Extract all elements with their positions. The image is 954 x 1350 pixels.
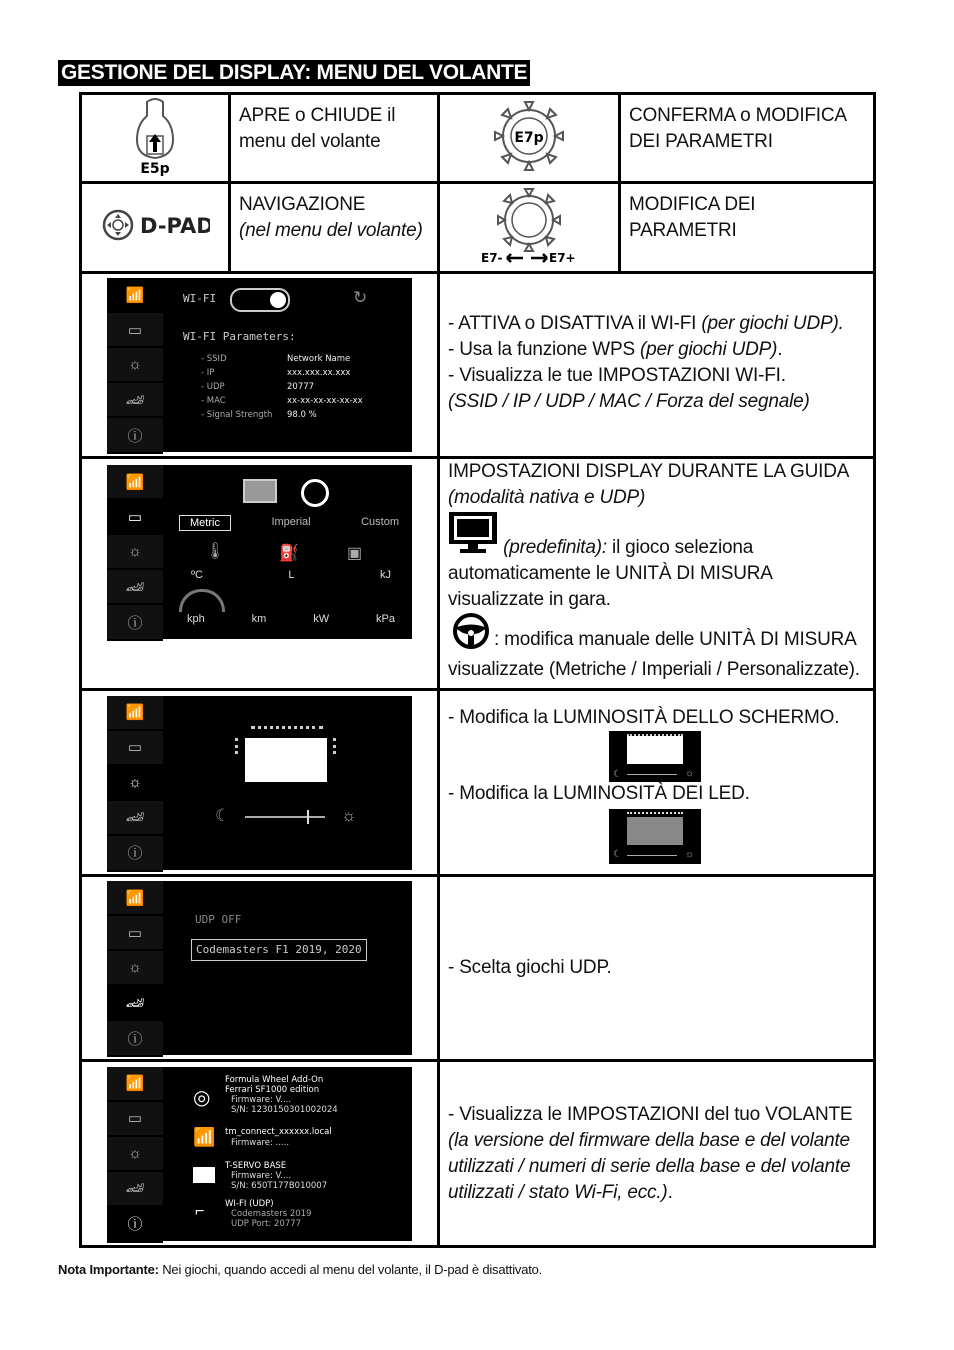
base-firmware: Firmware: V....	[231, 1170, 292, 1181]
udp-screen	[107, 881, 412, 1055]
info-icon: ⓘ	[107, 605, 163, 641]
unit-tab-custom[interactable]: Custom	[361, 516, 399, 528]
brightness-preview	[245, 738, 327, 782]
brightness-icon: ☼	[107, 951, 163, 986]
important-note	[58, 1262, 542, 1277]
led-strip	[251, 726, 323, 729]
fuel-icon: ⛽	[279, 545, 299, 562]
wifi-icon: 📶	[107, 278, 163, 313]
e5p-paddle-icon	[125, 96, 185, 176]
udp-info-game: Codemasters 2019	[231, 1208, 312, 1219]
udp-info-title: WI-FI (UDP)	[225, 1198, 274, 1209]
wifi-icon: 📶	[107, 465, 163, 500]
wifi-param-value: Network Name	[287, 354, 351, 364]
wifi-param-value: 20777	[287, 382, 315, 392]
wifi-param-key: - Signal Strength	[201, 410, 273, 420]
ruler-icon: ▭	[107, 1102, 163, 1137]
base-icon	[193, 1167, 215, 1183]
brightness-screen	[107, 696, 412, 870]
moon-icon: ☾	[215, 805, 231, 825]
wifi-icon: 📶	[107, 696, 163, 731]
brightness-icon: ☼	[107, 1137, 163, 1172]
units-default-text: il gioco seleziona automaticamente le UNITÀ DI MISURA visualizzate in gara.	[448, 537, 772, 610]
car-icon: 🏎	[107, 383, 163, 418]
ruler-icon: ▭	[107, 313, 163, 348]
wifi-line-2-end: .	[777, 339, 783, 360]
wifi-param-row	[201, 366, 401, 380]
units-default-italic: (predefinita):	[503, 537, 607, 558]
e5p-label: E5p	[140, 160, 170, 176]
unit-label: kph	[187, 613, 205, 625]
led-brightness-thumb: ☾ ☼	[609, 809, 701, 864]
brightness-icon: ☼	[107, 348, 163, 383]
units-screen	[107, 465, 412, 639]
wifi-screen-cell	[81, 273, 439, 458]
e7-description: MODIFICA DEI PARAMETRI	[629, 194, 756, 241]
base-serial: S/N: 650T177B010007	[231, 1180, 328, 1191]
screen-brightness-thumb: ☾ ☼	[609, 731, 701, 782]
monitor-icon[interactable]	[243, 479, 277, 503]
wheel-edition: Ferrari SF1000 edition	[225, 1084, 320, 1095]
e7p-icon-cell	[439, 94, 620, 183]
udp-off-label: UDP OFF	[195, 913, 242, 926]
wifi-param-key: - UDP	[201, 382, 225, 392]
wifi-line-2: - Usa la funzione WPS	[448, 339, 641, 360]
dpad-label: D-PAD	[140, 214, 210, 238]
e7-rotate-icon	[479, 184, 579, 266]
battery-icon: ▣	[347, 545, 363, 562]
car-icon: 🏎	[107, 1172, 163, 1207]
e7p-encoder-icon	[489, 96, 569, 176]
screen-wifi-label: WI-FI	[183, 292, 217, 305]
ruler-icon: ▭	[107, 731, 163, 766]
steering-wheel-icon[interactable]	[301, 479, 329, 507]
bright-line-1: - Modifica la LUMINOSITÀ DELLO SCHERMO.	[448, 707, 840, 728]
steering-wheel-icon	[448, 613, 494, 657]
wifi-line-1-italic: (per giochi UDP).	[701, 313, 844, 334]
wifi-param-value: 98.0 %	[287, 410, 317, 420]
e7-plus-label: E7+	[549, 251, 576, 265]
wheel-serial: S/N: 1230150301002024	[231, 1104, 338, 1115]
unit-label: kW	[313, 613, 330, 625]
info-line-1: - Visualizza le IMPOSTAZIONI del tuo VOLANTE	[448, 1103, 853, 1125]
wifi-toggle[interactable]	[230, 288, 290, 312]
units-heading: IMPOSTAZIONI DISPLAY DURANTE LA GUIDA	[448, 461, 850, 482]
unit-label: km	[251, 613, 267, 625]
wifi-param-row	[201, 394, 401, 408]
monitor-icon	[448, 511, 498, 551]
wifi-info-icon: 📶	[193, 1126, 216, 1147]
unit-tab-imperial[interactable]: Imperial	[271, 516, 311, 528]
thermometer-icon: 🌡	[205, 543, 226, 560]
ruler-icon: ▭	[107, 500, 163, 535]
wheel-firmware: Firmware: V....	[231, 1094, 292, 1105]
wifi-line-3: - Visualizza le tue IMPOSTAZIONI WI-FI.	[448, 365, 786, 386]
units-subheading: (modalità nativa e UDP)	[448, 487, 646, 508]
brightness-icon: ☼	[107, 535, 163, 570]
udp-info-port: UDP Port: 20777	[231, 1218, 302, 1229]
udp-game-select[interactable]: Codemasters F1 2019, 2020	[191, 939, 367, 961]
unit-label: kPa	[376, 613, 395, 625]
udp-info-icon: ⌐	[195, 1202, 205, 1220]
wifi-param-key: - IP	[201, 368, 215, 378]
connect-firmware: Firmware: .....	[231, 1137, 290, 1148]
car-icon: 🏎	[107, 801, 163, 836]
wifi-param-value: xxx.xxx.xx.xxx	[287, 368, 351, 378]
unit-tab-metric[interactable]: Metric	[179, 515, 231, 531]
e5p-description: APRE o CHIUDE il menu del volante	[239, 105, 396, 152]
nav-title: NAVIGAZIONE	[239, 194, 366, 215]
unit-label: kJ	[380, 569, 391, 581]
sun-icon: ☼	[341, 805, 357, 825]
car-icon: 🏎	[107, 570, 163, 605]
wifi-icon: 📶	[107, 1067, 163, 1102]
note-label: Nota Importante:	[58, 1262, 159, 1277]
wps-icon[interactable]: ↻	[353, 288, 368, 307]
info-icon: ⓘ	[107, 1021, 163, 1057]
wifi-param-row	[201, 380, 401, 394]
units-manual-text: : modifica manuale delle UNITÀ DI MISURA visualizzate (Metriche / Imperiali / Personalizzate).	[448, 629, 860, 680]
wifi-icon: 📶	[107, 881, 163, 916]
nav-subtitle: (nel menu del volante)	[239, 220, 423, 241]
e7-encoder-cell	[439, 183, 620, 273]
wheel-name: Formula Wheel Add-On	[225, 1074, 324, 1085]
brightness-slider[interactable]	[245, 816, 325, 818]
wifi-line-1: - ATTIVA o DISATTIVA il WI-FI	[448, 313, 702, 334]
e7p-description: CONFERMA o MODIFICA DEI PARAMETRI	[629, 105, 846, 152]
wifi-line-4: (SSID / IP / UDP / MAC / Forza del segnale)	[448, 391, 810, 412]
info-screen-cell	[81, 1061, 439, 1247]
menu-table	[79, 92, 876, 1248]
wifi-param-key: - MAC	[201, 396, 226, 406]
dpad-icon	[100, 205, 210, 245]
brightness-icon: ☼	[107, 766, 163, 801]
info-screen	[107, 1067, 412, 1241]
wifi-param-value: xx-xx-xx-xx-xx-xx	[287, 396, 363, 406]
base-name: T-SERVO BASE	[225, 1160, 287, 1171]
info-icon: ⓘ	[107, 1207, 163, 1243]
dpad-icon-cell	[81, 183, 230, 273]
bright-line-2: - Modifica la LUMINOSITÀ DEI LED.	[448, 783, 750, 804]
unit-label: L	[288, 569, 295, 581]
e7-minus-label: E7-	[481, 251, 503, 265]
speed-gauge-icon	[179, 589, 225, 612]
brightness-screen-cell	[81, 690, 439, 876]
wifi-param-row	[201, 352, 401, 366]
e5p-icon-cell	[81, 94, 230, 183]
car-icon: 🏎	[107, 986, 163, 1021]
screen-wifi-params: WI-FI Parameters:	[183, 330, 296, 343]
info-icon: ⓘ	[107, 836, 163, 872]
udp-screen-cell	[81, 876, 439, 1061]
wheel-info-icon: ◎	[193, 1086, 211, 1109]
unit-label: ºC	[191, 569, 203, 581]
info-line-italic: (la versione del firmware della base e del volante utilizzati / numeri di serie della base e del volante utilizzati / stato Wi-Fi, ecc.)	[448, 1129, 851, 1203]
wifi-line-2-italic: (per giochi UDP)	[640, 339, 778, 360]
wifi-param-key: - SSID	[201, 354, 227, 364]
info-line-end: .	[667, 1181, 673, 1203]
info-icon: ⓘ	[107, 418, 163, 454]
units-screen-cell	[81, 458, 439, 690]
wifi-screen	[107, 278, 412, 452]
ruler-icon: ▭	[107, 916, 163, 951]
connect-name: tm_connect_xxxxxx.local	[225, 1126, 332, 1137]
note-text: Nei giochi, quando accedi al menu del volante, il D-pad è disattivato.	[158, 1262, 543, 1277]
wifi-param-row	[201, 408, 401, 422]
udp-description: - Scelta giochi UDP.	[448, 957, 612, 978]
e7p-label: E7p	[514, 129, 544, 146]
page-title: GESTIONE DEL DISPLAY: MENU DEL VOLANTE	[58, 60, 530, 86]
